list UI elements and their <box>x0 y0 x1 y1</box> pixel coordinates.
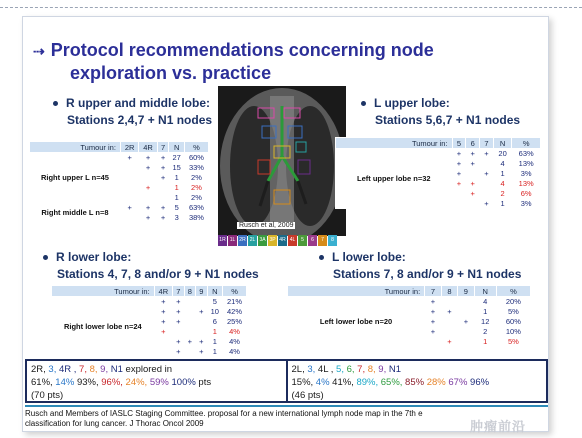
table-cell: 1 <box>212 327 217 336</box>
table-cell: + <box>199 307 204 316</box>
summary-value: 14% <box>52 377 75 388</box>
summary-value: 7, <box>354 364 366 375</box>
summary-percent-row <box>292 376 543 389</box>
table-cell: 4% <box>229 347 240 356</box>
summary-value: N1 <box>108 364 123 375</box>
table-cell: + <box>463 317 469 326</box>
table-row <box>52 297 247 307</box>
table-cell: + <box>456 149 462 159</box>
legend-swatch: 3A <box>258 235 267 246</box>
table-cell: 10 <box>210 307 219 316</box>
table-left-upper <box>335 137 541 209</box>
table-cell: + <box>160 173 166 182</box>
summary-value: 4L , <box>315 364 334 375</box>
section-heading: L upper lobe: <box>374 96 450 110</box>
table-cell <box>184 317 196 327</box>
summary-value: 6, <box>343 364 355 375</box>
table-cell <box>184 327 196 337</box>
table-cell: 63% <box>188 203 204 212</box>
legend-swatch: 1R <box>218 235 227 246</box>
table-cell: + <box>160 203 166 212</box>
table-cell: + <box>176 347 181 356</box>
table-cell: + <box>430 307 436 316</box>
table-cell: 5 <box>174 203 179 212</box>
table-cell <box>184 297 196 307</box>
column-header: N <box>169 142 185 153</box>
table-left-lower <box>287 285 531 347</box>
table-cell: + <box>145 183 151 192</box>
table-cell: 1 <box>174 193 179 202</box>
summary-stations-row <box>31 363 282 376</box>
table-cell <box>120 213 138 223</box>
summary-value: 89%, <box>353 377 379 388</box>
summary-value: 61%, <box>31 377 53 388</box>
section-heading: L lower lobe: <box>332 250 406 264</box>
table-cell: 25% <box>227 317 243 326</box>
table-cell: + <box>127 153 132 163</box>
table-cell: 2 <box>483 327 488 336</box>
table-cell: + <box>470 149 475 159</box>
table-cell <box>196 327 208 337</box>
legend-swatch: 6 <box>308 235 317 246</box>
table-cell: + <box>160 153 166 163</box>
summary-patient-count: (46 pts) <box>291 390 324 401</box>
column-header: 7 <box>480 138 494 149</box>
table-header-row <box>52 286 247 297</box>
column-header: % <box>512 138 541 149</box>
table-cell: + <box>176 337 181 346</box>
table-header-row <box>336 138 541 149</box>
summary-right-side <box>27 361 286 401</box>
column-header: N <box>474 286 496 297</box>
summary-value: 8, <box>365 364 376 375</box>
table-cell: 63% <box>518 149 534 159</box>
table-cell: + <box>145 203 151 212</box>
column-header: 5 <box>452 138 466 149</box>
summary-value: 96% <box>467 377 490 388</box>
title-line-1: Protocol recommendations concerning node <box>50 40 434 60</box>
table-cell: + <box>145 213 151 222</box>
table-cell: 20 <box>498 149 507 159</box>
table-cell <box>458 327 474 337</box>
table-cell <box>458 337 474 347</box>
legend-swatch: 4L <box>288 235 297 246</box>
table-cell: + <box>145 153 151 163</box>
table-cell: + <box>430 317 436 326</box>
table-cell: + <box>456 179 462 188</box>
summary-value: 7, <box>76 364 87 375</box>
table-cell: 2 <box>500 189 505 198</box>
summary-value: 24%, <box>122 377 148 388</box>
table-cell <box>157 183 169 193</box>
section-heading: R upper and middle lobe: <box>66 96 211 110</box>
summary-value: 28% <box>424 377 446 388</box>
summary-percent-row <box>31 376 282 389</box>
table-cell <box>480 189 494 199</box>
table-cell: + <box>161 307 166 316</box>
column-header: Tumour in: <box>336 138 453 149</box>
section-left-upper <box>361 95 520 129</box>
table-cell <box>466 199 480 209</box>
table-cell: + <box>127 203 132 212</box>
table-cell: 2% <box>191 193 202 202</box>
table-cell <box>452 199 466 209</box>
table-cell: 1 <box>174 183 179 192</box>
table-cell <box>120 183 138 193</box>
table-row <box>336 149 541 159</box>
table-cell: + <box>161 317 166 326</box>
legend-swatch: 7 <box>318 235 327 246</box>
summary-box <box>25 359 548 403</box>
table-cell: + <box>470 159 475 168</box>
table-cell: 2% <box>191 173 202 182</box>
summary-value: 41%, <box>329 377 354 388</box>
table-cell: + <box>484 199 489 208</box>
table-cell: + <box>430 297 436 307</box>
summary-value: 5, <box>333 364 344 375</box>
summary-patient-count: (70 pts) <box>31 390 64 401</box>
table-cell: 42% <box>227 307 243 316</box>
table-cell: + <box>161 297 166 307</box>
summary-value: 9, <box>375 364 387 375</box>
legend-swatch: 1L <box>228 235 237 246</box>
section-heading: R lower lobe: <box>56 250 132 264</box>
table-cell <box>441 317 457 327</box>
reference-line-2: classification for lung cancer. J Thorac Oncol 2009 <box>25 419 204 428</box>
column-header: N <box>207 286 223 297</box>
table-cell: 13% <box>518 159 534 168</box>
table-cell: 1 <box>174 173 179 182</box>
table-cell: 1 <box>212 347 217 356</box>
row-group-label: Right middle L n=8 <box>41 208 109 217</box>
bullet-icon <box>319 255 324 260</box>
table-cell: + <box>456 159 462 168</box>
table-cell: 13% <box>518 179 534 188</box>
legend-swatch: 5 <box>298 235 307 246</box>
title-line-2: exploration vs. practice <box>70 63 272 83</box>
table-cell: 3% <box>520 169 532 178</box>
table-cell <box>425 337 441 347</box>
summary-value: 4% <box>313 377 330 388</box>
table-cell: 5% <box>507 337 519 346</box>
table-cell: + <box>447 307 452 316</box>
summary-value: 15%, <box>291 377 314 388</box>
section-subheading: Stations 7, 8 and/or 9 + N1 nodes <box>333 267 522 281</box>
section-right-upper-middle <box>53 95 212 129</box>
table-cell <box>458 297 474 307</box>
station-color-legend <box>218 235 338 246</box>
table-cell <box>154 347 172 357</box>
column-header: 2R <box>120 142 138 153</box>
table-cell <box>120 173 138 183</box>
column-header: 4R <box>154 286 172 297</box>
table-header-row <box>288 286 531 297</box>
bullet-icon <box>361 101 366 106</box>
summary-value: 3, <box>304 364 316 375</box>
summary-value: 2R, <box>31 364 46 375</box>
table-right-lower <box>51 285 247 357</box>
column-header: 8 <box>441 286 457 297</box>
table-cell <box>458 307 474 317</box>
table-right-upper-middle <box>29 141 209 223</box>
column-header: 8 <box>184 286 196 297</box>
column-header: % <box>496 286 530 297</box>
column-header: N <box>493 138 512 149</box>
table-cell: + <box>187 337 192 346</box>
legend-swatch: 8 <box>328 235 337 246</box>
table-cell <box>441 327 457 337</box>
slide-title <box>33 39 473 84</box>
bullet-icon <box>53 101 58 106</box>
table-cell <box>452 189 466 199</box>
legend-swatch: 2L <box>248 235 257 246</box>
table-row <box>288 297 531 307</box>
summary-value: 4R , <box>56 364 77 375</box>
column-header: % <box>184 142 208 153</box>
table-cell <box>480 179 494 189</box>
table-cell: 33% <box>188 163 204 172</box>
column-header: 9 <box>458 286 474 297</box>
table-cell: + <box>160 163 166 172</box>
table-cell <box>173 327 185 337</box>
legend-swatch: 4R <box>278 235 287 246</box>
reference-line-1: Rusch and Members of IASLC Staging Committee. proposal for a new international lymph node map in the 7th e <box>25 409 423 418</box>
image-citation: Rusch et al, 2009 <box>239 222 294 229</box>
table-cell: 21% <box>227 297 243 307</box>
table-cell: + <box>176 297 181 307</box>
table-cell: 60% <box>505 317 521 326</box>
column-header: 7 <box>173 286 185 297</box>
table-header-row <box>30 142 209 153</box>
table-cell: 6% <box>520 189 532 198</box>
table-cell <box>441 297 457 307</box>
table-cell: + <box>176 307 181 316</box>
legend-swatch: 3P <box>268 235 277 246</box>
section-right-lower <box>43 249 259 283</box>
summary-value: 85% <box>402 377 425 388</box>
table-cell <box>139 173 157 183</box>
table-row <box>30 203 209 213</box>
table-cell: 5 <box>212 297 217 307</box>
table-cell: 4 <box>500 179 505 188</box>
window-top-border <box>0 0 582 8</box>
table-cell <box>157 193 169 203</box>
table-cell <box>480 159 494 169</box>
table-cell: 12 <box>481 317 490 326</box>
bullet-icon <box>43 255 48 260</box>
row-group-label: Left lower lobe n=20 <box>319 317 393 327</box>
table-cell: + <box>484 169 489 178</box>
table-cell: 1 <box>483 337 488 346</box>
table-cell: 4 <box>500 159 505 168</box>
row-group-label: Right upper L n=45 <box>40 173 109 183</box>
table-cell: 1 <box>212 337 217 346</box>
table-cell: 38% <box>188 213 204 222</box>
summary-value: 8, <box>86 364 98 375</box>
table-cell <box>196 317 208 327</box>
column-header: Tumour in: <box>52 286 155 297</box>
table-cell <box>196 297 208 307</box>
summary-value: explored in <box>122 364 173 375</box>
column-header: Tumour in: <box>288 286 425 297</box>
table-cell <box>120 193 138 203</box>
legend-swatch: 2R <box>238 235 247 246</box>
column-header: Tumour in: <box>30 142 121 153</box>
table-cell <box>139 193 157 203</box>
table-cell: 4 <box>483 297 488 307</box>
table-cell: 1 <box>500 169 505 178</box>
table-cell <box>120 163 138 173</box>
summary-value: 67% <box>445 377 468 388</box>
summary-value: 96%, <box>98 377 123 388</box>
summary-stations-row <box>292 363 543 376</box>
table-cell: 1 <box>500 199 505 208</box>
table-cell: + <box>160 213 166 222</box>
table-cell: + <box>470 189 475 198</box>
column-header: 7 <box>157 142 169 153</box>
section-subheading: Stations 5,6,7 + N1 nodes <box>375 113 521 127</box>
table-cell <box>466 169 480 179</box>
table-cell: + <box>456 169 462 178</box>
column-header: 4R <box>139 142 157 153</box>
column-header: 9 <box>196 286 208 297</box>
summary-value: 3, <box>45 364 57 375</box>
table-cell: 5% <box>507 307 519 316</box>
table-cell: + <box>176 317 181 326</box>
table-cell: 27 <box>172 153 181 163</box>
title-arrow-icon: ⇢ <box>33 43 45 59</box>
table-cell: 1 <box>483 307 488 316</box>
table-cell: 3 <box>174 213 179 222</box>
table-cell <box>184 347 196 357</box>
summary-value: 100% <box>168 377 196 388</box>
summary-value: 2L, <box>291 364 305 375</box>
row-group-label: Right lower lobe n=24 <box>63 322 142 332</box>
table-row <box>30 153 209 163</box>
watermark: 肿瘤前沿 <box>470 419 527 434</box>
table-cell: + <box>199 337 204 346</box>
column-header: % <box>223 286 247 297</box>
table-cell: 2% <box>191 183 202 192</box>
table-cell: 60% <box>188 153 204 163</box>
table-cell: 15 <box>172 163 181 172</box>
table-cell: 10% <box>505 327 521 336</box>
row-group-label: Left upper lobe n=32 <box>356 174 431 184</box>
table-cell: 4% <box>229 337 240 346</box>
table-cell: 3% <box>520 199 532 208</box>
section-left-lower <box>319 249 521 283</box>
table-cell: + <box>161 327 166 336</box>
section-subheading: Stations 2,4,7 + N1 nodes <box>67 113 213 127</box>
table-cell <box>184 307 196 317</box>
table-cell: 6 <box>212 317 217 326</box>
column-header: 6 <box>466 138 480 149</box>
table-cell: 20% <box>505 297 521 307</box>
table-cell <box>154 337 172 347</box>
table-cell: 4% <box>229 327 240 336</box>
summary-left-side <box>286 361 547 401</box>
column-header: 7 <box>425 286 441 297</box>
table-cell: + <box>145 163 151 172</box>
table-cell: + <box>199 347 204 356</box>
footer-divider <box>25 405 548 407</box>
table-cell: + <box>447 337 452 346</box>
table-cell: + <box>484 149 489 159</box>
table-cell: + <box>430 327 436 336</box>
summary-value: 65%, <box>378 377 403 388</box>
summary-value: N1 <box>386 364 402 375</box>
section-subheading: Stations 4, 7, 8 and/or 9 + N1 nodes <box>57 267 259 281</box>
summary-value: 59% <box>147 377 169 388</box>
table-cell: + <box>470 179 475 188</box>
summary-value: pts <box>195 377 212 388</box>
summary-value: 9, <box>97 364 109 375</box>
summary-value: 93%, <box>74 377 99 388</box>
slide <box>22 16 549 432</box>
